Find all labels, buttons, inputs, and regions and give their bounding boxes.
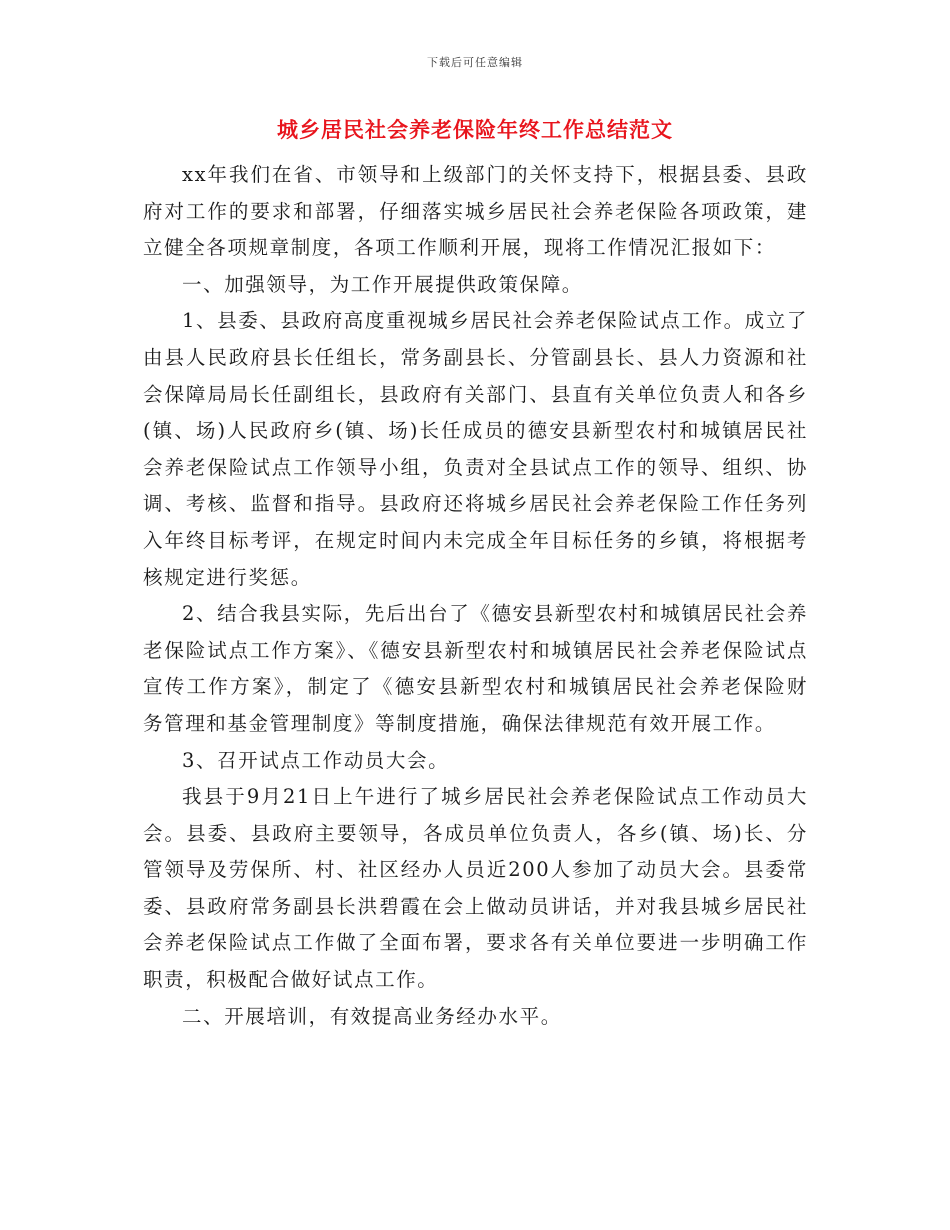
- paragraph-meeting: 我县于9月21日上午进行了城乡居民社会养老保险试点工作动员大会。县委、县政府主要领导，各成员单位负责人，各乡(镇、场)长、分管领导及劳保所、村、社区经办人员近200人参加了动员大会。县委常委、县政府常务副县长洪碧霞在会上做动员讲话，并对我县城乡居民社会养老保险试点工作做了全面布署，要求各有关单位要进一步明确工作职责，积极配合做好试点工作。: [143, 785, 808, 992]
- paragraph-section-1-heading: 一、加强领导，为工作开展提供政策保障。: [182, 272, 583, 296]
- paragraph-item-2: 2、结合我县实际，先后出台了《德安县新型农村和城镇居民社会养老保险试点工作方案》、《德安县新型农村和城镇居民社会养老保险试点宣传工作方案》，制定了《德安县新型农村和城镇居民社会养老保险财务管理和基金管理制度》等制度措施，确保法律规范有效开展工作。: [143, 602, 808, 735]
- paragraph-intro: xx年我们在省、市领导和上级部门的关怀支持下，根据县委、县政府对工作的要求和部署，仔细落实城乡居民社会养老保险各项政策，建立健全各项规章制度，各项工作顺利开展，现将工作情况汇报如下：: [143, 163, 808, 260]
- paragraph-section-2-heading: 二、开展培训，有效提高业务经办水平。: [182, 1004, 562, 1028]
- paragraph-item-3: 3、召开试点工作动员大会。: [182, 748, 450, 772]
- paragraph-item-1: 1、县委、县政府高度重视城乡居民社会养老保险试点工作。成立了由县人民政府县长任组长，常务副县长、分管副县长、县人力资源和社会保障局局长任副组长，县政府有关部门、县直有关单位负责人和各乡(镇、场)人民政府乡(镇、场)长任成员的德安县新型农村和城镇居民社会养老保险试点工作领导小组，负责对全县试点工作的领导、组织、协调、考核、监督和指导。县政府还将城乡居民社会养老保险工作任务列入年终目标考评，在规定时间内未完成全年目标任务的乡镇，将根据考核规定进行奖惩。: [143, 309, 808, 589]
- header-note: 下载后可任意编辑: [427, 56, 523, 69]
- page-title: 城乡居民社会养老保险年终工作总结范文: [277, 117, 673, 142]
- document-body: [143, 157, 808, 1035]
